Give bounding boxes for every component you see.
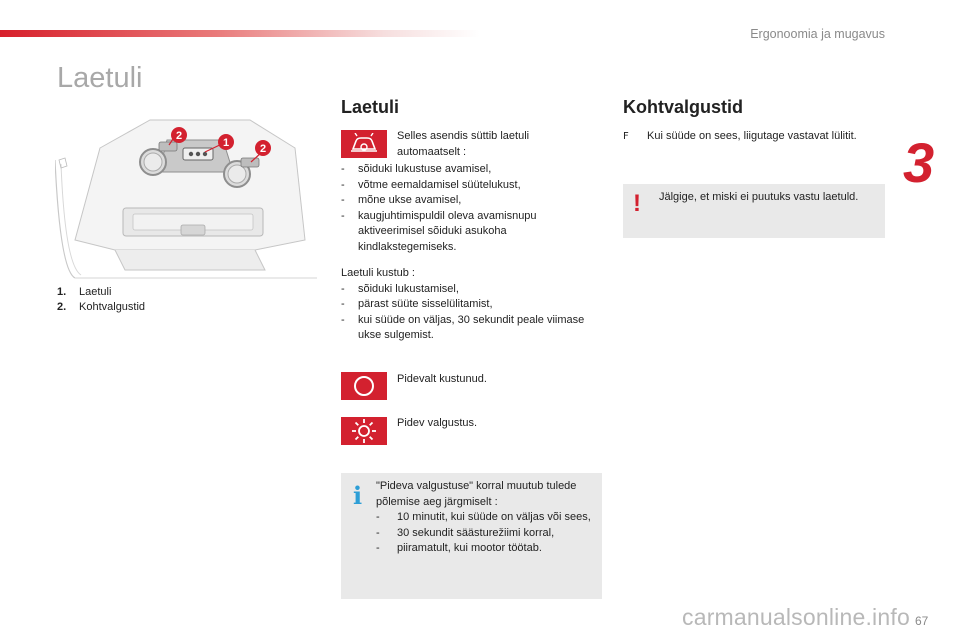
chapter-number: 3	[903, 131, 935, 194]
list-item: - sõiduki lukustuse avamisel,	[341, 162, 601, 178]
list-item: - 10 minutit, kui süüde on väljas või sees,	[376, 510, 598, 526]
list-item: - mõne ukse avamisel,	[341, 193, 601, 209]
svg-text:2: 2	[259, 143, 267, 155]
list-item: - kui süüde on väljas, 30 sekundit peale viimase ukse sulgemist.	[341, 313, 601, 344]
header-accent-bar	[0, 30, 480, 37]
info-note	[376, 479, 598, 557]
callout-2-right	[255, 140, 271, 156]
auto-mode-text: Selles asendis süttib laetuli automaatselt :	[397, 130, 530, 158]
figure-legend	[57, 285, 145, 315]
exclamation-icon: !	[633, 190, 641, 217]
car-door-light-icon	[341, 130, 387, 158]
laetuli-heading: Laetuli	[341, 97, 400, 117]
legend-item: 2. Kohtvalgustid	[57, 301, 146, 313]
svg-text:1: 1	[222, 137, 230, 149]
circle-off-icon	[341, 372, 387, 400]
list-item: - sõiduki lukustamisel,	[341, 282, 601, 298]
bullet-symbol: F	[623, 131, 629, 142]
sun-light-icon	[341, 417, 387, 445]
list-item: - võtme eemaldamisel süütelukust,	[341, 178, 601, 194]
info-note-box	[341, 473, 602, 599]
always-on-text: Pidev valgustus.	[397, 417, 478, 429]
kohtvalgustid-instruction	[623, 129, 893, 145]
page-number: 67	[915, 614, 929, 628]
svg-text:2: 2	[175, 130, 183, 142]
list-item: - kaugjuhtimispuldil oleva avamisnupu aktiveerimisel sõiduki asukoha kindlakstegemiseks.	[341, 209, 601, 256]
warning-note-box	[623, 184, 885, 238]
callout-1	[218, 134, 234, 150]
section-header: Ergonoomia ja mugavus	[750, 27, 885, 41]
kohtvalgustid-heading: Kohtvalgustid	[623, 97, 743, 117]
roof-console-illustration	[55, 100, 317, 280]
callout-2-left	[171, 127, 187, 143]
list-item: - pärast süüte sisselülitamist,	[341, 297, 601, 313]
list-item: - piiramatult, kui mootor töötab.	[376, 541, 598, 557]
info-intro: "Pideva valgustuse" korral muutub tulede põlemise aeg järgmiselt :	[376, 480, 577, 508]
off-intro: Laetuli kustub :	[341, 267, 415, 279]
legend-item: 1. Laetuli	[57, 286, 112, 298]
watermark: carmanualsonline.info	[682, 604, 910, 630]
info-icon: i	[353, 481, 363, 510]
page-title: Laetuli	[57, 62, 143, 94]
on-conditions-list	[341, 162, 601, 255]
warning-text: Jälgige, et miski ei puutuks vastu laetuld.	[659, 191, 859, 203]
instruction-text: Kui süüde on sees, liigutage vastavat lülitit.	[647, 130, 857, 142]
off-conditions	[341, 266, 601, 344]
list-item: - 30 sekundit säästurežiimi korral,	[376, 526, 598, 542]
always-off-text: Pidevalt kustunud.	[397, 373, 487, 385]
